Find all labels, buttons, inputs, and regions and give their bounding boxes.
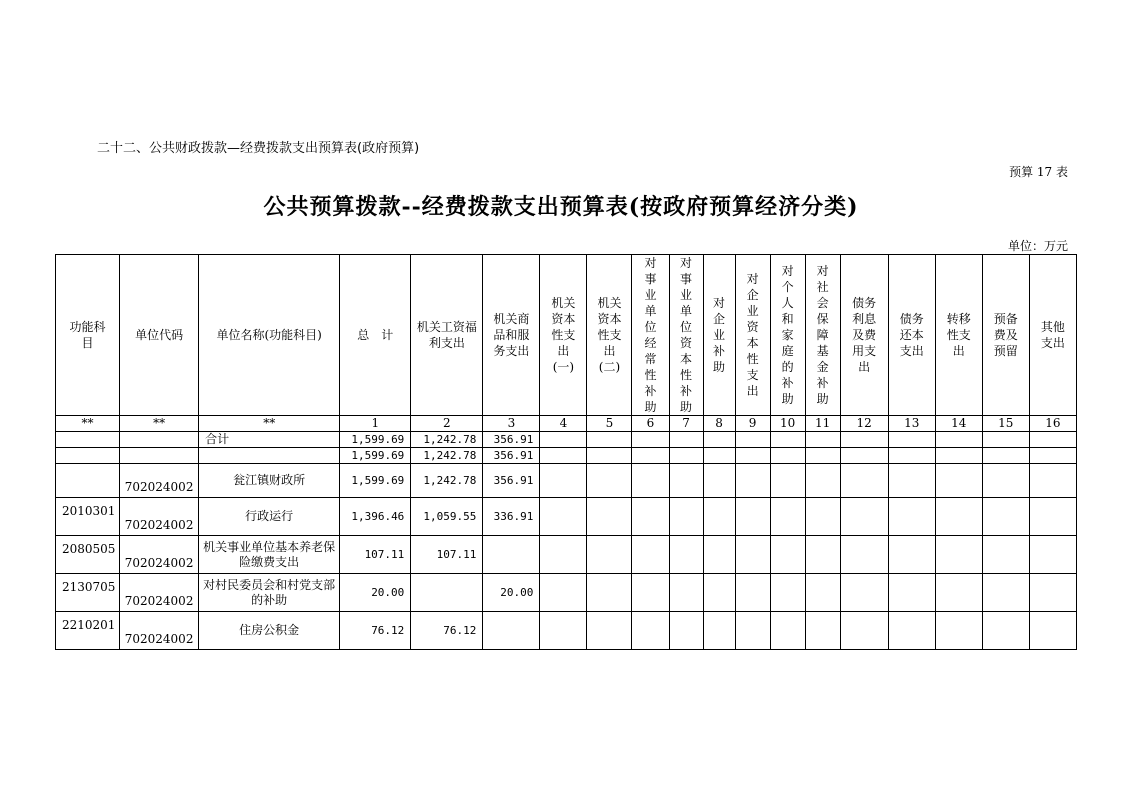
col-header: 总 计: [340, 255, 411, 416]
index-cell: 9: [735, 416, 770, 432]
table-row: [56, 574, 1077, 612]
col2-cell: 356.91: [483, 448, 540, 464]
total-cell: 20.00: [340, 574, 411, 612]
table-row: [56, 448, 1077, 464]
index-cell: 16: [1029, 416, 1076, 432]
col-header: 债务还本支出: [888, 255, 935, 416]
index-cell: 15: [982, 416, 1029, 432]
col-header: 对企业补助: [703, 255, 735, 416]
total-cell: 1,599.69: [340, 464, 411, 498]
total-cell: 1,396.46: [340, 498, 411, 536]
col2-cell: [483, 536, 540, 574]
col2-cell: 20.00: [483, 574, 540, 612]
col-header: 机关资本性支出(二): [587, 255, 632, 416]
index-cell: 4: [540, 416, 587, 432]
col1-cell: 76.12: [411, 612, 483, 650]
unit-name-cell: 机关事业单位基本养老保险缴费支出: [199, 536, 340, 574]
index-cell: 13: [888, 416, 935, 432]
col2-cell: 356.91: [483, 464, 540, 498]
col-header: 对事业单位资本性补助: [669, 255, 703, 416]
index-cell: **: [199, 416, 340, 432]
table-row: [56, 536, 1077, 574]
col-header: 对社会保障基金补助: [805, 255, 840, 416]
col2-cell: 356.91: [483, 432, 540, 448]
index-cell: **: [56, 416, 120, 432]
col1-cell: [411, 574, 483, 612]
col-header: 对个人和家庭的补助: [770, 255, 805, 416]
index-cell: 12: [840, 416, 888, 432]
func-code-cell: 2010301: [56, 498, 120, 536]
index-cell: 3: [483, 416, 540, 432]
supertitle: 二十二、公共财政拨款—经费拨款支出预算表(政府预算): [97, 141, 420, 156]
unit-name-cell: 住房公积金: [199, 612, 340, 650]
col-header: 单位名称(功能科目): [199, 255, 340, 416]
col-header: 功能科目: [56, 255, 120, 416]
index-cell: 14: [935, 416, 982, 432]
index-cell: 5: [587, 416, 632, 432]
unit-label: 单位：万元: [1007, 239, 1068, 253]
func-code-cell: 2080505: [56, 536, 120, 574]
index-cell: 2: [411, 416, 483, 432]
index-cell: 11: [805, 416, 840, 432]
unit-name-cell: 瓮江镇财政所: [199, 464, 340, 498]
index-cell: **: [120, 416, 199, 432]
func-code-cell: [56, 464, 120, 498]
unit-name-cell: [199, 448, 340, 464]
col-header: 单位代码: [120, 255, 199, 416]
header-row: [56, 255, 1077, 416]
unit-code-cell: [120, 432, 199, 448]
unit-code-cell: 702024002: [120, 464, 199, 498]
unit-code-cell: 702024002: [120, 574, 199, 612]
table-number: 预算 17 表: [1009, 165, 1068, 179]
col1-cell: 1,242.78: [411, 464, 483, 498]
unit-code-cell: 702024002: [120, 536, 199, 574]
func-code-cell: 2130705: [56, 574, 120, 612]
func-code-cell: 2210201: [56, 612, 120, 650]
table-row: [56, 432, 1077, 448]
col1-cell: 1,059.55: [411, 498, 483, 536]
index-cell: 10: [770, 416, 805, 432]
total-cell: 1,599.69: [340, 448, 411, 464]
index-row: [56, 416, 1077, 432]
func-code-cell: [56, 432, 120, 448]
col1-cell: 107.11: [411, 536, 483, 574]
index-cell: 7: [669, 416, 703, 432]
col-header: 机关资本性支出(一): [540, 255, 587, 416]
func-code-cell: [56, 448, 120, 464]
unit-name-cell: 合计: [199, 432, 340, 448]
table-row: [56, 612, 1077, 650]
col-header: 其他支出: [1029, 255, 1076, 416]
col-header: 对事业单位经常性补助: [632, 255, 669, 416]
col-header: 预备费及预留: [982, 255, 1029, 416]
col1-cell: 1,242.78: [411, 432, 483, 448]
page-title: 公共预算拨款--经费拨款支出预算表(按政府预算经济分类): [263, 194, 859, 220]
col1-cell: 1,242.78: [411, 448, 483, 464]
total-cell: 1,599.69: [340, 432, 411, 448]
col-header: 债务利息及费用支出: [840, 255, 888, 416]
unit-name-cell: 对村民委员会和村党支部的补助: [199, 574, 340, 612]
unit-name-cell: 行政运行: [199, 498, 340, 536]
col-header: 对企业资本性支出: [735, 255, 770, 416]
total-cell: 107.11: [340, 536, 411, 574]
col-header: 机关商品和服务支出: [483, 255, 540, 416]
col-header: 机关工资福利支出: [411, 255, 483, 416]
index-cell: 1: [340, 416, 411, 432]
index-cell: 8: [703, 416, 735, 432]
table-row: [56, 464, 1077, 498]
col2-cell: 336.91: [483, 498, 540, 536]
col-header: 转移性支出: [935, 255, 982, 416]
unit-code-cell: 702024002: [120, 612, 199, 650]
table-row: [56, 498, 1077, 536]
index-cell: 6: [632, 416, 669, 432]
budget-table: [55, 254, 1077, 650]
unit-code-cell: 702024002: [120, 498, 199, 536]
total-cell: 76.12: [340, 612, 411, 650]
unit-code-cell: [120, 448, 199, 464]
col2-cell: [483, 612, 540, 650]
